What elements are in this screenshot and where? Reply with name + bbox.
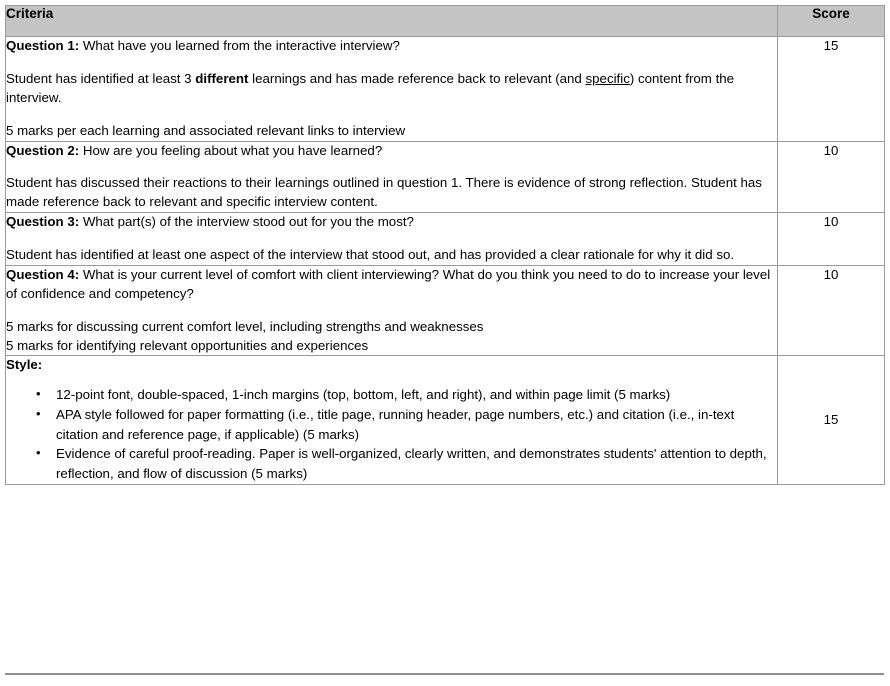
score-cell-question-3: 10 [778,213,885,266]
question-3-description: Student has identified at least one aspect of the interview that stood out, and has provided a clear rationale for why it did so. [6,247,735,262]
question-1-description [6,70,777,108]
question-1-desc-emphasis: different [195,70,249,86]
question-1-desc-pre: Student has identified at least 3 [6,70,196,86]
question-4-marking-note-1: 5 marks for discussing current comfort level, including strengths and weaknesses [6,318,484,334]
table-row [6,213,885,266]
question-1-label: Question 1: [6,38,80,53]
question-4-label: Question 4: [6,266,80,282]
criteria-cell-style [6,356,778,484]
question-2-prompt [6,142,777,161]
list-item: • Evidence of careful proof-reading. Paper is well-organized, clearly written, and demonstrates students' attention to depth, reflection, and flow of discussion (5 marks) [6,444,777,483]
list-item: • APA style followed for paper formatting (i.e., title page, running header, page numbers, etc.) and citation (i.e., in-text citation and reference page, if applicable) (5 marks) [6,405,777,444]
question-1-prompt [6,37,777,56]
criteria-cell-question-3 [6,213,778,266]
list-item: • 12-point font, double-spaced, 1-inch margins (top, bottom, left, and right), and within page limit (5 marks) [6,385,777,405]
criteria-cell-question-4 [6,265,778,356]
question-3-label: Question 3: [6,214,80,230]
style-requirement-list [6,385,777,483]
question-2-text: How are you feeling about what you have learned? [79,142,383,158]
question-1-desc-underlined: specific [585,70,630,86]
question-1-text: What have you learned from the interactive interview? [79,38,400,53]
grading-rubric-table [5,5,885,485]
table-header [6,6,885,37]
question-3-text: What part(s) of the interview stood out for you the most? [79,214,414,230]
table-row [6,265,885,356]
question-4-marking-note-2: 5 marks for identifying relevant opportunities and experiences [6,337,369,353]
style-label: Style: [6,357,43,373]
criteria-cell-question-1 [6,37,778,142]
question-2-description: Student has discussed their reactions to their learnings outlined in question 1. There is evidence of strong reflection. Student has made reference back to relevant and specific interview content. [6,175,762,210]
score-cell-question-2: 10 [778,141,885,213]
column-header-criteria: Criteria [6,6,778,37]
column-header-score: Score [778,6,885,37]
question-1-desc-mid: learnings and has made reference back to relevant (and [248,70,586,86]
table-row [6,37,885,142]
score-cell-style: 15 [778,356,885,484]
question-4-prompt [6,266,777,304]
table-body [6,37,885,485]
table-header-row [6,6,885,37]
table-row [6,356,885,484]
criteria-cell-question-2 [6,141,778,213]
question-1-marking-note: 5 marks per each learning and associated relevant links to interview [6,122,406,138]
question-2-label: Question 2: [6,142,80,158]
score-cell-question-1: 15 [778,37,885,142]
score-cell-question-4: 10 [778,265,885,356]
table-row [6,141,885,213]
question-4-text: What is your current level of comfort with client interviewing? What do you think you need to do to increase your level of confidence and competency? [6,266,771,301]
table-bottom-edge [5,673,884,675]
question-1-desc-post: ) content from the interview. [6,70,735,105]
question-3-prompt [6,213,777,232]
